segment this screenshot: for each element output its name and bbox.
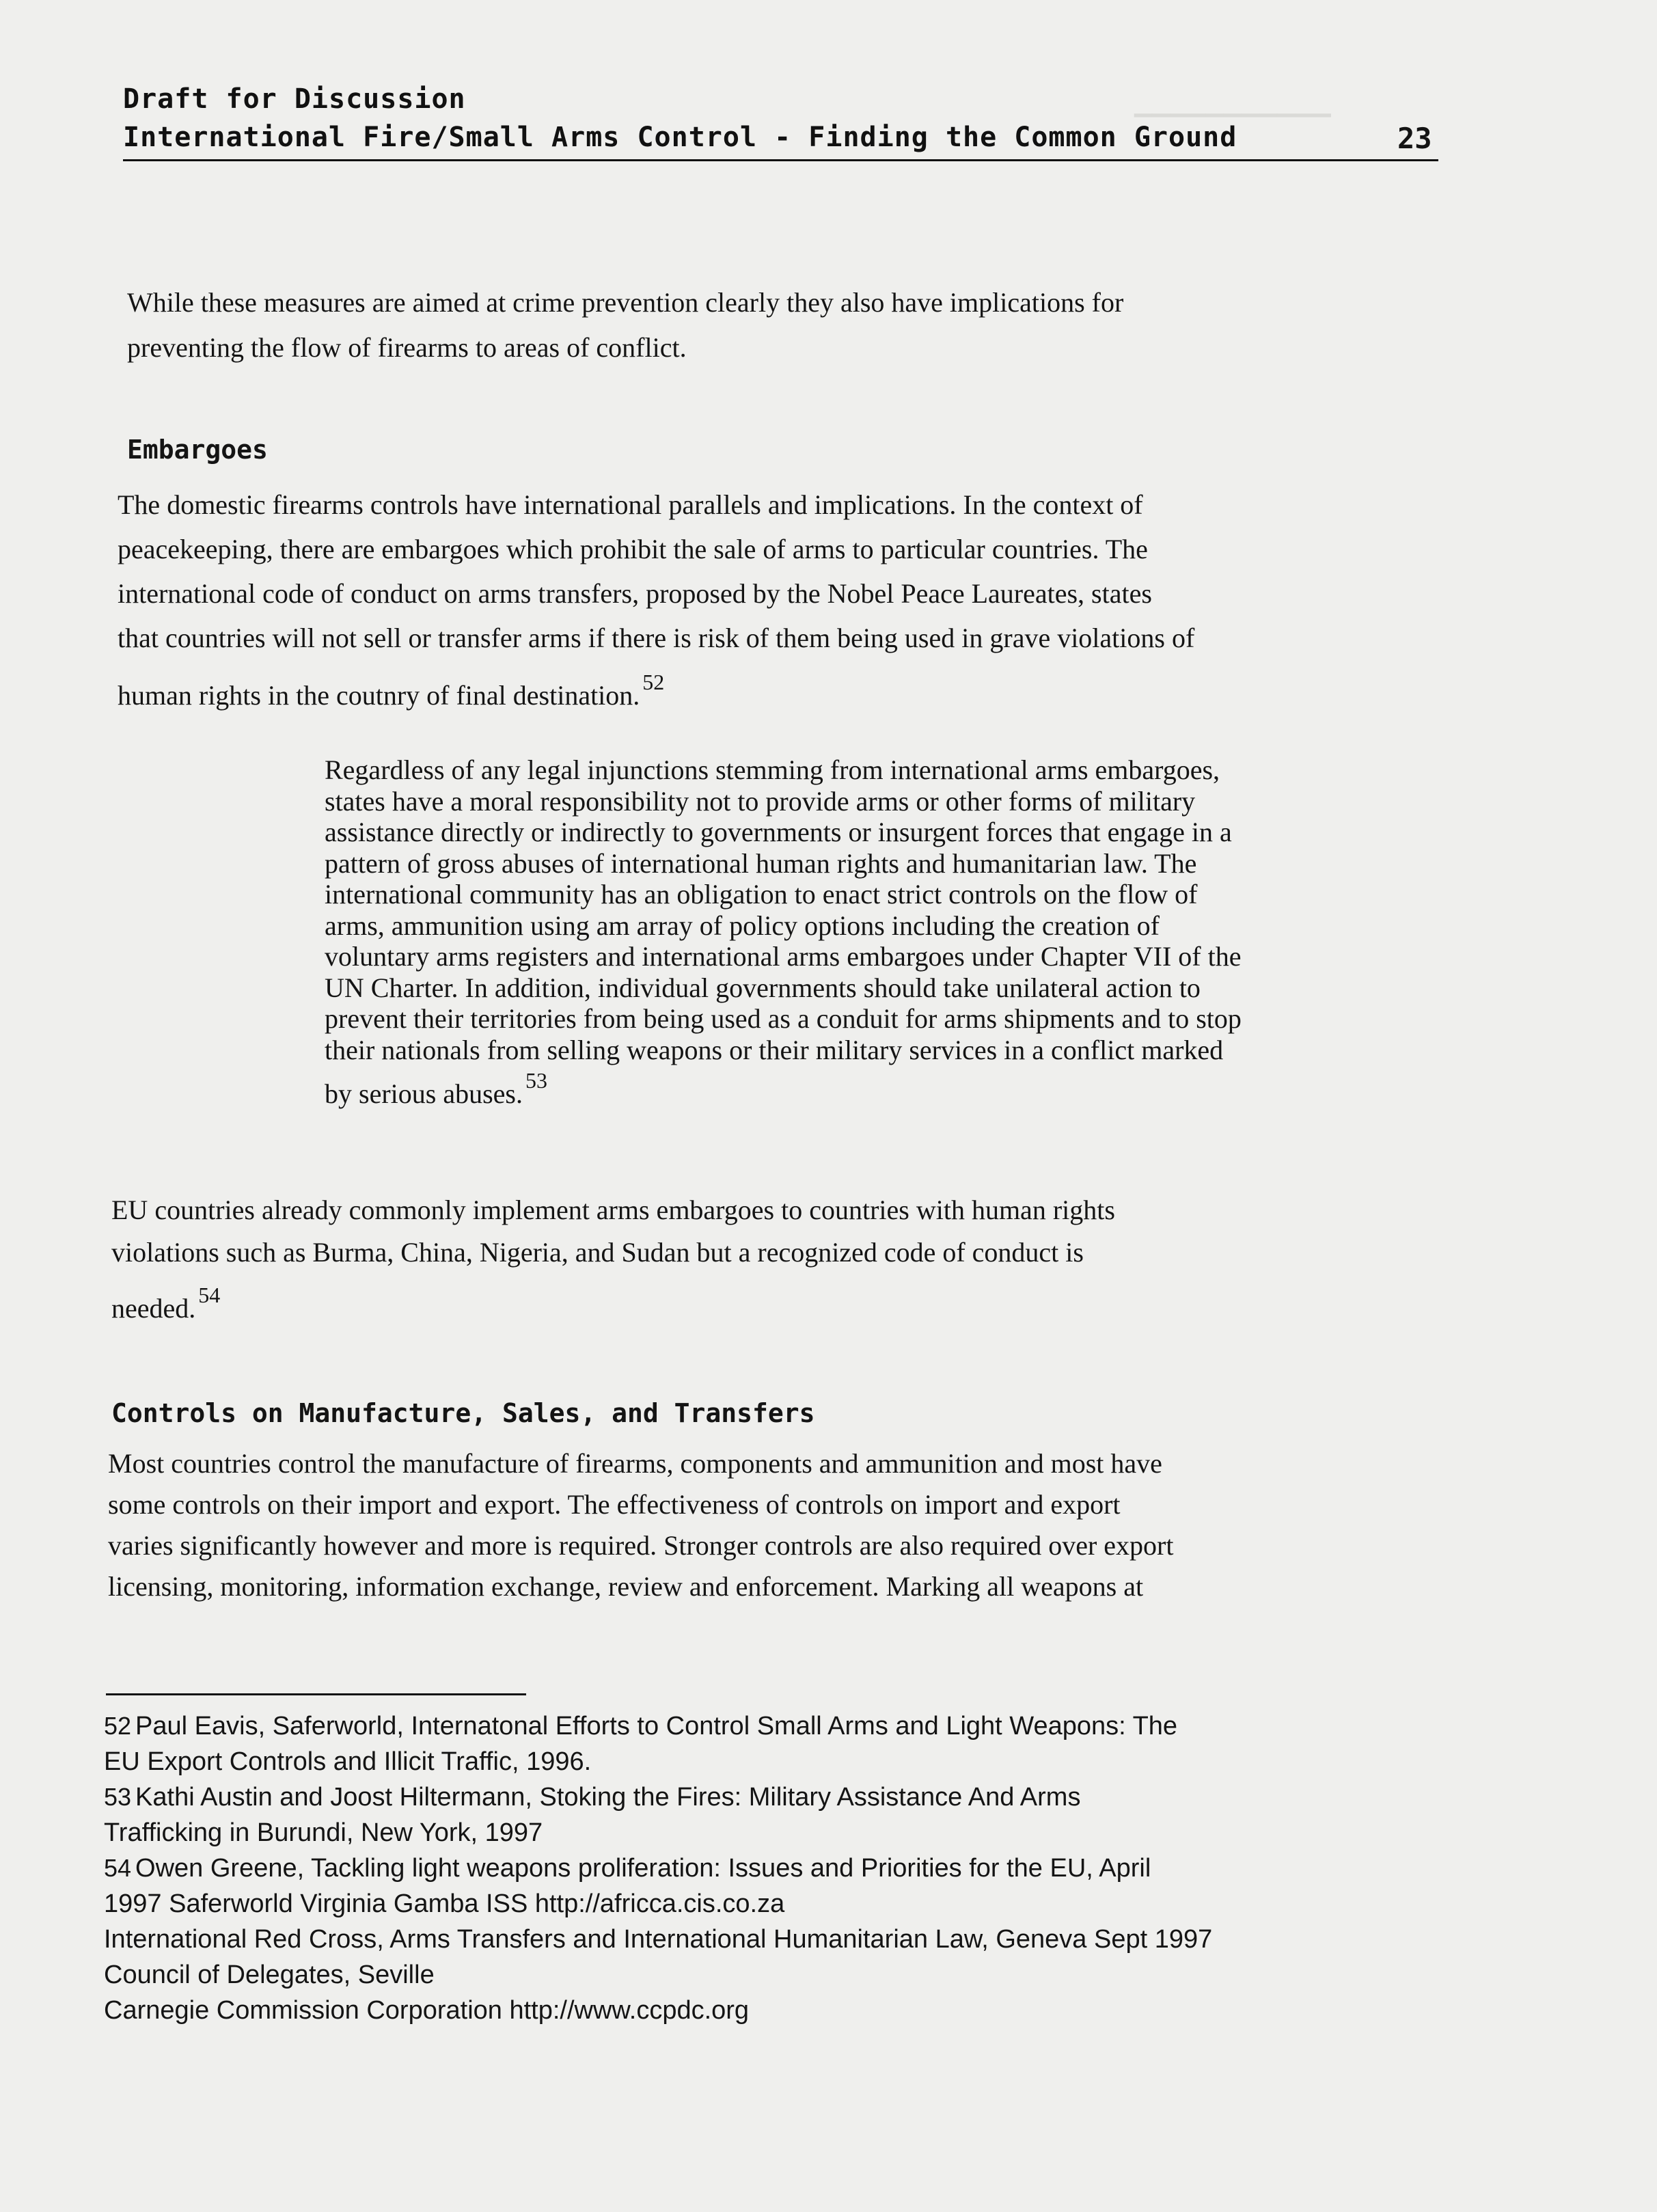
footnote-separator [106, 1693, 526, 1695]
footnote-line[interactable]: Carnegie Commission Corporation http://www.ccpdc.org [104, 1996, 750, 2025]
text-line: peacekeeping, there are embargoes which prohibit the sale of arms to particular countries. The [118, 534, 1148, 564]
footnote-line: Trafficking in Burundi, New York, 1997 [104, 1818, 543, 1847]
embargoes-paragraph [118, 482, 1194, 718]
text-line: licensing, monitoring, information exchange, review and enforcement. Marking all weapons at [108, 1571, 1144, 1602]
text-line: international code of conduct on arms transfers, proposed by the Nobel Peace Laureates, states [118, 578, 1152, 609]
quote-line: assistance directly or indirectly to governments or insurgent forces that engage in a [325, 817, 1232, 847]
quote-line: states have a moral responsibility not to provide arms or other forms of military [325, 785, 1196, 817]
section-heading-embargoes: Embargoes [127, 435, 268, 465]
footnote-reference[interactable]: 53 [525, 1068, 547, 1093]
quote-line: arms, ammunition using am array of policy options including the creation of [325, 910, 1160, 941]
text-line: While these measures are aimed at crime prevention clearly they also have implications for [127, 287, 1124, 318]
footnote-line: EU Export Controls and Illicit Traffic, 1996. [104, 1747, 592, 1776]
header-draft-label: Draft for Discussion [123, 83, 466, 115]
controls-paragraph [108, 1443, 1173, 1607]
footnotes [104, 1708, 1212, 2028]
text-line: varies significantly however and more is required. Stronger controls are also required over export [108, 1530, 1174, 1561]
text-line: EU countries already commonly implement arms embargoes to countries with human rights [111, 1194, 1115, 1225]
footnote-line: International Red Cross, Arms Transfers and International Humanitarian Law, Geneva Sept 1997 [104, 1925, 1213, 1954]
text-line: that countries will not sell or transfer arms if there is risk of them being used in grave violations of [118, 623, 1195, 653]
section-heading-controls: Controls on Manufacture, Sales, and Transfers [111, 1398, 815, 1428]
quote-line: by serious abuses. [325, 1078, 523, 1109]
text-line: human rights in the coutnry of final destination. [118, 680, 640, 711]
footnote-reference[interactable]: 52 [642, 670, 665, 694]
eu-paragraph [111, 1189, 1115, 1330]
quote-line: their nationals from selling weapons or their military services in a conflict marked [325, 1034, 1224, 1065]
quote-line: voluntary arms registers and international arms embargoes under Chapter VII of the [325, 941, 1242, 972]
text-line: preventing the flow of firearms to areas of conflict. [127, 332, 687, 363]
text-line: violations such as Burma, China, Nigeria, and Sudan but a recognized code of conduct is [111, 1237, 1084, 1268]
footnote-number: 53 [104, 1783, 132, 1811]
quote-line: international community has an obligation to enact strict controls on the flow of [325, 879, 1198, 910]
footnote-number: 54 [104, 1854, 132, 1882]
footnote-line: Council of Delegates, Seville [104, 1961, 435, 1989]
footnote-line: 52 Paul Eavis, Saferworld, Internatonal Efforts to Control Small Arms and Light Weapons: The [104, 1712, 1178, 1740]
footnote-number: 52 [104, 1712, 132, 1740]
quote-line: Regardless of any legal injunctions stemming from international arms embargoes, [325, 754, 1220, 785]
footnote-reference[interactable]: 54 [198, 1283, 221, 1307]
footnote-line: 54 Owen Greene, Tackling light weapons proliferation: Issues and Priorities for the EU, April [104, 1854, 1151, 1883]
quote-line: prevent their territories from being used as a conduit for arms shipments and to stop [325, 1003, 1242, 1034]
text-line: Most countries control the manufacture of firearms, components and ammunition and most have [108, 1448, 1162, 1479]
text-line: some controls on their import and export. The effectiveness of controls on import and export [108, 1489, 1121, 1520]
bleed-through-texture: ▁▁▁▁▁▁▁▁▁▁▁ [1134, 92, 1331, 117]
text-line: needed. [111, 1293, 196, 1324]
page-number: 23 [1397, 122, 1432, 155]
quote-line: pattern of gross abuses of international human rights and humanitarian law. The [325, 847, 1197, 879]
header-document-title: International Fire/Small Arms Control - Finding the Common Ground [123, 122, 1237, 153]
quote-line: UN Charter. In addition, individual governments should take unilateral action to [325, 972, 1201, 1003]
footnote-line: 53 Kathi Austin and Joost Hiltermann, Stoking the Fires: Military Assistance And Arms [104, 1783, 1081, 1812]
intro-paragraph [127, 280, 1123, 370]
footnote-line[interactable]: 1997 Saferworld Virginia Gamba ISS http://africca.cis.co.za [104, 1889, 785, 1918]
block-quote [325, 754, 1242, 1110]
text-line: The domestic firearms controls have international parallels and implications. In the context of [118, 489, 1143, 520]
header-rule [123, 159, 1438, 161]
